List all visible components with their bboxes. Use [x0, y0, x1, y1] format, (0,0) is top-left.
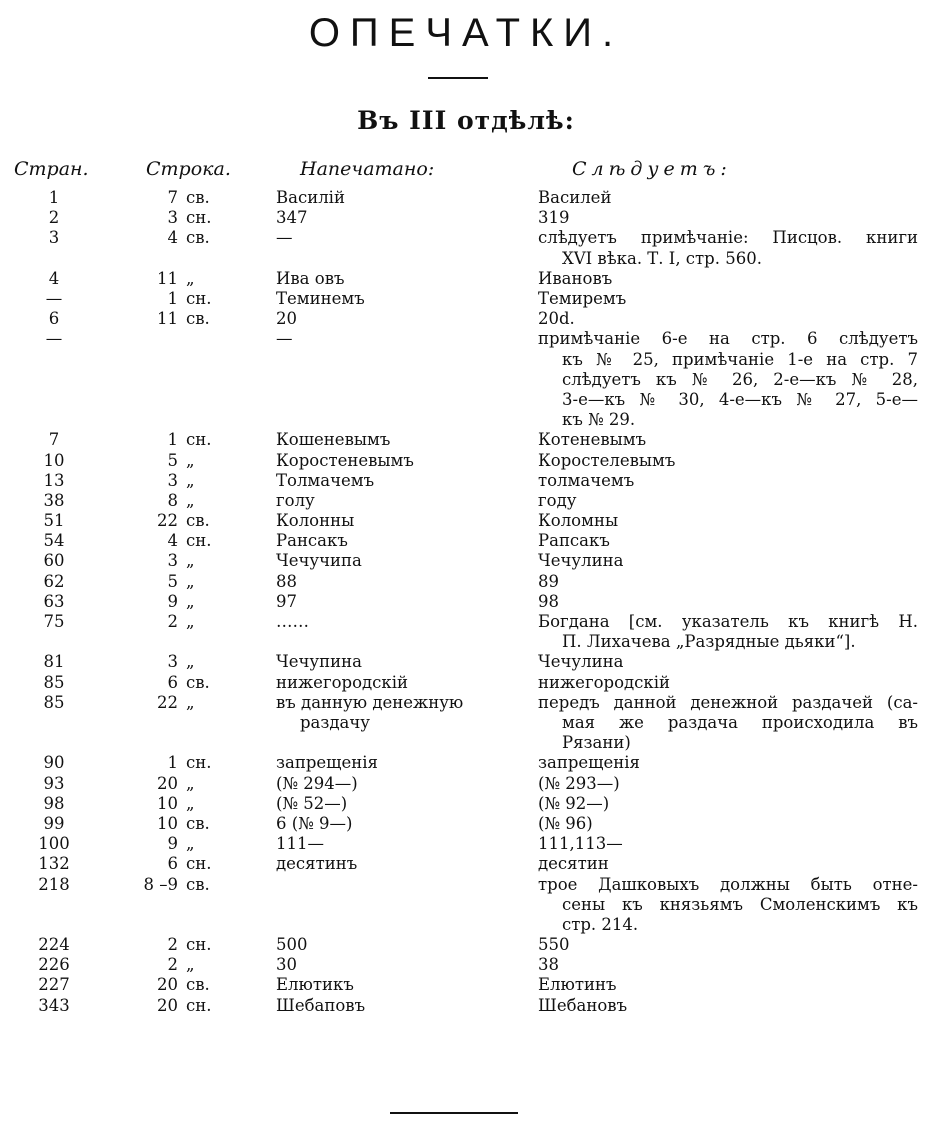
errata-row	[0, 188, 932, 208]
line-direction: „	[186, 571, 195, 591]
printed-text	[276, 834, 504, 854]
line-direction: „	[186, 652, 195, 672]
correction-text	[538, 572, 918, 592]
correction-line: 319	[538, 208, 570, 228]
printed-line: Елютикъ	[276, 975, 354, 995]
correction-text	[538, 430, 918, 450]
page-number: 6	[48, 309, 60, 329]
line-number: 6	[167, 672, 178, 692]
printed-line: 6 (№ 9—)	[276, 813, 353, 833]
printed-text	[276, 794, 504, 814]
page-number: 13	[43, 470, 65, 490]
line-number: 4	[167, 228, 178, 248]
printed-line: Теминемъ	[276, 288, 365, 308]
line-direction: сн.	[186, 753, 212, 773]
errata-row	[0, 269, 932, 289]
page-number: 10	[43, 450, 65, 470]
header-line: Строка.	[146, 158, 231, 180]
correction-line: Чечулина	[538, 551, 624, 571]
line-number: 2	[167, 935, 178, 955]
correction-text	[538, 673, 918, 693]
printed-line: (№ 52—)	[276, 793, 348, 813]
page-number: 85	[43, 672, 65, 692]
title-rule	[428, 77, 488, 79]
header-correct: Слѣдуетъ:	[572, 158, 732, 180]
printed-line: 88	[276, 571, 297, 591]
page-number: 98	[43, 793, 65, 813]
printed-line: —	[276, 329, 293, 349]
page-number: 227	[38, 975, 70, 995]
correction-line: Коростелевымъ	[538, 450, 676, 470]
correction-line: толмачемъ	[538, 470, 635, 490]
printed-text	[276, 572, 504, 592]
page-number: 224	[38, 935, 70, 955]
correction-line: Рязани)	[562, 733, 631, 753]
line-number: 10	[157, 813, 178, 833]
correction-line: мая же раздача происходила въ	[562, 712, 918, 732]
page-number: 132	[38, 854, 70, 874]
line-direction: сн.	[186, 208, 212, 228]
printed-line: 30	[276, 955, 297, 975]
correction-line: Рапсакъ	[538, 531, 610, 551]
printed-line: Рансакъ	[276, 531, 348, 551]
printed-text	[276, 814, 504, 834]
errata-row	[0, 814, 932, 834]
correction-text	[538, 854, 918, 874]
page-number: 85	[43, 692, 65, 712]
correction-text	[538, 228, 918, 268]
line-direction: „	[186, 692, 195, 712]
correction-line: Ивановъ	[538, 268, 613, 288]
page-number: 90	[43, 753, 65, 773]
line-direction: „	[186, 834, 195, 854]
correction-line: (№ 96)	[538, 813, 593, 833]
errata-row	[0, 511, 932, 531]
correction-text	[538, 652, 918, 672]
printed-text	[276, 975, 504, 995]
correction-line: Богдана [см. указатель къ книгѣ Н.	[538, 612, 918, 632]
page-number: —	[45, 288, 63, 308]
errata-row	[0, 673, 932, 693]
line-direction: св.	[186, 874, 210, 894]
line-number: 5	[167, 571, 178, 591]
correction-line: сены къ князьямъ Смоленскимъ къ	[562, 894, 918, 914]
correction-line: слѣдуетъ къ № 26, 2-е—къ № 28,	[562, 369, 918, 389]
errata-row	[0, 996, 932, 1016]
page-number: 100	[38, 834, 70, 854]
errata-row	[0, 693, 932, 754]
line-number: 22	[157, 692, 178, 712]
correction-line: Шебановъ	[538, 995, 628, 1015]
line-number: 11	[157, 268, 178, 288]
line-direction: „	[186, 268, 195, 288]
line-number: 10	[157, 793, 178, 813]
line-direction: „	[186, 955, 195, 975]
errata-row	[0, 228, 932, 268]
page-number: 2	[48, 208, 60, 228]
correction-text	[538, 208, 918, 228]
printed-line: десятинъ	[276, 854, 358, 874]
correction-text	[538, 935, 918, 955]
correction-line: Темиремъ	[538, 288, 627, 308]
page-number: 4	[48, 268, 60, 288]
line-direction: сн.	[186, 430, 212, 450]
printed-text	[276, 309, 504, 329]
errata-row	[0, 208, 932, 228]
line-direction: св.	[186, 511, 210, 531]
line-number: 9	[167, 834, 178, 854]
page-number: 63	[43, 591, 65, 611]
printed-line: 20	[276, 309, 297, 329]
correction-line: десятин	[538, 854, 609, 874]
printed-line: 111—	[276, 834, 324, 854]
line-number: 3	[167, 551, 178, 571]
correction-text	[538, 531, 918, 551]
correction-text	[538, 774, 918, 794]
errata-row	[0, 451, 932, 471]
line-direction: сн.	[186, 531, 212, 551]
page-number: 62	[43, 571, 65, 591]
correction-line: 38	[538, 955, 559, 975]
line-number: 20	[157, 975, 178, 995]
printed-line: въ данную денежную	[276, 692, 464, 712]
section-heading: Въ III отдѣлѣ:	[357, 106, 575, 135]
printed-text	[276, 491, 504, 511]
header-printed: Напечатано:	[300, 158, 435, 180]
printed-line: запрещенія	[276, 753, 378, 773]
printed-text	[276, 875, 504, 895]
printed-text	[276, 693, 504, 733]
line-direction: „	[186, 773, 195, 793]
printed-line: ……	[276, 612, 309, 632]
header-page: Стран.	[14, 158, 89, 180]
page-number: 75	[43, 612, 65, 632]
printed-line: Колонны	[276, 511, 355, 531]
correction-line: Коломны	[538, 511, 619, 531]
errata-table	[0, 188, 932, 1016]
correction-line: году	[538, 490, 577, 510]
errata-row	[0, 551, 932, 571]
correction-line: 98	[538, 591, 559, 611]
correction-line: Василей	[538, 188, 612, 207]
printed-text	[276, 774, 504, 794]
errata-row	[0, 430, 932, 450]
line-direction: сн.	[186, 288, 212, 308]
errata-row	[0, 329, 932, 430]
printed-text	[276, 228, 504, 248]
correction-line: П. Лихачева „Разрядные дьяки“].	[562, 632, 856, 652]
bottom-rule	[390, 1112, 518, 1114]
correction-line: передъ данной денежной раздачей (са-	[538, 692, 918, 712]
correction-text	[538, 975, 918, 995]
printed-text	[276, 208, 504, 228]
line-direction: св.	[186, 813, 210, 833]
line-number: 2	[167, 612, 178, 632]
correction-line: Елютинъ	[538, 975, 617, 995]
printed-line: Василій	[276, 188, 345, 207]
correction-text	[538, 451, 918, 471]
printed-line: Шебаповъ	[276, 995, 366, 1015]
line-direction: св.	[186, 188, 210, 207]
printed-text	[276, 289, 504, 309]
printed-text	[276, 430, 504, 450]
printed-text	[276, 269, 504, 289]
printed-text	[276, 511, 504, 531]
correction-line: нижегородскій	[538, 672, 670, 692]
correction-line: слѣдуетъ примѣчаніе: Писцов. книги	[538, 228, 918, 248]
page-number: 7	[48, 430, 60, 450]
line-direction: св.	[186, 309, 210, 329]
line-number: 1	[167, 430, 178, 450]
line-number: 8 –9	[143, 874, 178, 894]
line-direction: сн.	[186, 854, 212, 874]
printed-line: голу	[276, 490, 315, 510]
line-number: 5	[167, 450, 178, 470]
errata-row	[0, 612, 932, 652]
printed-text	[276, 673, 504, 693]
line-direction: „	[186, 793, 195, 813]
page-number: 60	[43, 551, 65, 571]
page-number: 38	[43, 490, 65, 510]
printed-line: Чечупина	[276, 652, 362, 672]
correction-text	[538, 551, 918, 571]
line-direction: „	[186, 450, 195, 470]
line-direction: „	[186, 551, 195, 571]
correction-line: (№ 92—)	[538, 793, 610, 813]
correction-line: 89	[538, 571, 559, 591]
printed-line: 347	[276, 208, 308, 228]
correction-text	[538, 612, 918, 652]
correction-text	[538, 269, 918, 289]
correction-text	[538, 693, 918, 754]
printed-line: 500	[276, 935, 308, 955]
correction-line: XVI вѣка. Т. I, стр. 560.	[562, 248, 762, 268]
column-headers	[0, 158, 932, 188]
correction-text	[538, 188, 918, 208]
errata-row	[0, 794, 932, 814]
correction-text	[538, 955, 918, 975]
correction-line: примѣчаніе 6-е на стр. 6 слѣдуетъ	[538, 329, 918, 349]
errata-row	[0, 531, 932, 551]
errata-row	[0, 652, 932, 672]
printed-line: Чечучипа	[276, 551, 362, 571]
page-number: 51	[43, 511, 65, 531]
printed-text	[276, 753, 504, 773]
errata-row	[0, 955, 932, 975]
errata-row	[0, 834, 932, 854]
printed-text	[276, 652, 504, 672]
line-number: 1	[167, 288, 178, 308]
correction-text	[538, 289, 918, 309]
correction-text	[538, 511, 918, 531]
errata-row	[0, 289, 932, 309]
page-number: 226	[38, 955, 70, 975]
line-direction: св.	[186, 975, 210, 995]
line-number: 8	[167, 490, 178, 510]
errata-row	[0, 854, 932, 874]
correction-text	[538, 794, 918, 814]
correction-line: къ № 25, примѣчаніе 1-е на стр. 7	[562, 349, 918, 369]
line-direction: сн.	[186, 935, 212, 955]
line-number: 9	[167, 591, 178, 611]
printed-text	[276, 531, 504, 551]
page-number: 93	[43, 773, 65, 793]
printed-line: Кошеневымъ	[276, 430, 391, 450]
printed-text	[276, 329, 504, 349]
line-direction: „	[186, 591, 195, 611]
printed-text	[276, 592, 504, 612]
page-number: 1	[48, 188, 60, 207]
line-number: 7	[167, 188, 178, 207]
correction-line: 550	[538, 935, 570, 955]
correction-line: 111,113—	[538, 834, 623, 854]
errata-row	[0, 471, 932, 491]
correction-line: запрещенія	[538, 753, 640, 773]
correction-text	[538, 309, 918, 329]
errata-row	[0, 774, 932, 794]
printed-line: Толмачемъ	[276, 470, 375, 490]
page-number: 99	[43, 813, 65, 833]
correction-line: 20d.	[538, 309, 575, 329]
correction-text	[538, 996, 918, 1016]
printed-line: 97	[276, 591, 297, 611]
page-number: 218	[38, 874, 70, 894]
page-number: 81	[43, 652, 65, 672]
line-number: 11	[157, 309, 178, 329]
printed-text	[276, 612, 504, 632]
errata-row	[0, 309, 932, 329]
line-direction: св.	[186, 672, 210, 692]
line-number: 6	[167, 854, 178, 874]
correction-line: трое Дашковыхъ должны быть отне-	[538, 874, 918, 894]
page-number: 54	[43, 531, 65, 551]
printed-line: (№ 294—)	[276, 773, 358, 793]
printed-text	[276, 935, 504, 955]
printed-text	[276, 854, 504, 874]
correction-line: Котеневымъ	[538, 430, 647, 450]
line-number: 20	[157, 773, 178, 793]
printed-text	[276, 996, 504, 1016]
errata-row	[0, 753, 932, 773]
errata-row	[0, 875, 932, 936]
printed-line: нижегородскій	[276, 672, 408, 692]
line-number: 3	[167, 470, 178, 490]
correction-text	[538, 329, 918, 430]
correction-text	[538, 814, 918, 834]
printed-text	[276, 955, 504, 975]
errata-row	[0, 935, 932, 955]
printed-text	[276, 451, 504, 471]
correction-line: 3-е—къ № 30, 4-е—къ № 27, 5-е—	[562, 389, 918, 409]
printed-text	[276, 188, 504, 208]
line-number: 3	[167, 208, 178, 228]
line-number: 2	[167, 955, 178, 975]
page-number: —	[45, 329, 63, 349]
correction-text	[538, 491, 918, 511]
errata-row	[0, 491, 932, 511]
line-number: 22	[157, 511, 178, 531]
correction-line: стр. 214.	[562, 914, 639, 934]
line-number: 3	[167, 652, 178, 672]
page-number: 343	[38, 995, 70, 1015]
correction-line: Чечулина	[538, 652, 624, 672]
line-number: 20	[157, 995, 178, 1015]
printed-text	[276, 551, 504, 571]
errata-row	[0, 572, 932, 592]
line-direction: св.	[186, 228, 210, 248]
correction-line: (№ 293—)	[538, 773, 620, 793]
printed-line: раздачу	[300, 712, 371, 732]
line-direction: „	[186, 470, 195, 490]
correction-line: къ № 29.	[562, 410, 636, 430]
line-direction: сн.	[186, 995, 212, 1015]
line-number: 1	[167, 753, 178, 773]
printed-line	[276, 875, 504, 895]
printed-text	[276, 471, 504, 491]
printed-line: Коростеневымъ	[276, 450, 414, 470]
page-title: ОПЕЧАТКИ.	[308, 11, 624, 55]
correction-text	[538, 753, 918, 773]
printed-line: Ива овъ	[276, 268, 345, 288]
errata-row	[0, 975, 932, 995]
correction-text	[538, 834, 918, 854]
correction-text	[538, 592, 918, 612]
line-direction: „	[186, 490, 195, 510]
line-number: 4	[167, 531, 178, 551]
printed-line: —	[276, 228, 293, 248]
correction-text	[538, 471, 918, 491]
line-direction: „	[186, 612, 195, 632]
page-number: 3	[48, 228, 60, 248]
correction-text	[538, 875, 918, 936]
errata-row	[0, 592, 932, 612]
